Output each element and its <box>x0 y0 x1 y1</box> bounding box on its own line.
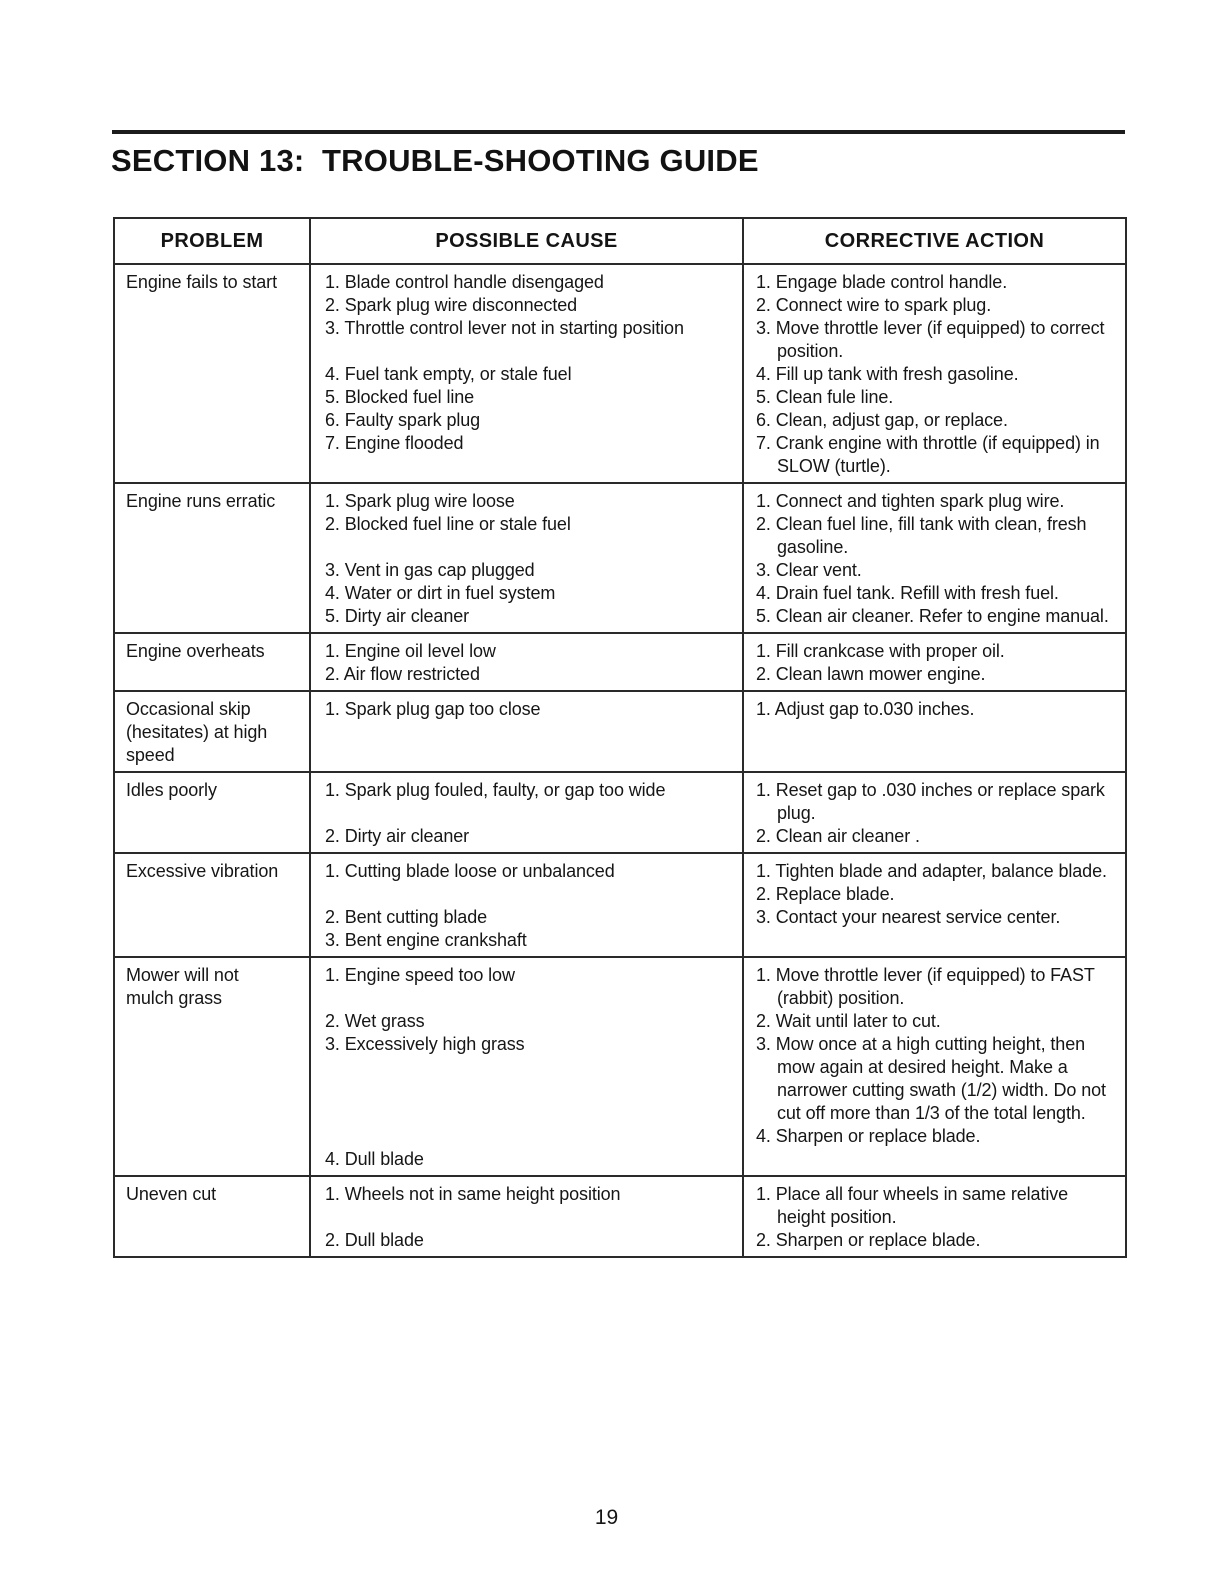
action-item: 7. Crank engine with throttle (if equipped) in SLOW (turtle). <box>756 433 1100 476</box>
action-item: 1. Reset gap to .030 inches or replace spark plug. <box>756 780 1105 823</box>
problem-cell <box>114 483 310 633</box>
cause-item: 5. Blocked fuel line <box>325 387 475 407</box>
possible-cause-cell <box>310 633 743 691</box>
column-header-problem: PROBLEM <box>114 218 310 264</box>
action-item: 4. Drain fuel tank. Refill with fresh fuel. <box>756 583 1059 603</box>
possible-cause-cell <box>310 264 743 483</box>
problem-cell <box>114 633 310 691</box>
action-item: 1. Tighten blade and adapter, balance blade. <box>756 861 1107 881</box>
troubleshooting-table <box>113 217 1127 1258</box>
cause-item: 3. Throttle control lever not in starting position <box>325 318 684 338</box>
table-row <box>114 691 1126 772</box>
problem-cell <box>114 264 310 483</box>
column-header-corrective-action: CORRECTIVE ACTION <box>743 218 1126 264</box>
cause-item: 2. Bent cutting blade <box>325 907 488 927</box>
action-item: 2. Connect wire to spark plug. <box>756 295 992 315</box>
cause-item: 2. Spark plug wire disconnected <box>325 295 578 315</box>
problem-line: (hesitates) at high <box>126 722 268 742</box>
corrective-action-cell <box>743 633 1126 691</box>
blank-line <box>325 1056 734 1079</box>
possible-cause-cell <box>310 957 743 1176</box>
blank-line <box>325 1079 734 1102</box>
possible-cause-cell <box>310 772 743 853</box>
action-item: 4. Fill up tank with fresh gasoline. <box>756 364 1019 384</box>
cause-item: 3. Bent engine crankshaft <box>325 930 527 950</box>
blank-line <box>325 1102 734 1125</box>
action-item: 5. Clean air cleaner. Refer to engine manual. <box>756 606 1109 626</box>
blank-line <box>325 883 734 906</box>
table-body <box>114 264 1126 1257</box>
corrective-action-cell <box>743 772 1126 853</box>
action-item: 4. Sharpen or replace blade. <box>756 1126 981 1146</box>
cause-item: 5. Dirty air cleaner <box>325 606 470 626</box>
action-item: 1. Adjust gap to.030 inches. <box>756 699 975 719</box>
action-item: 2. Sharpen or replace blade. <box>756 1230 981 1250</box>
corrective-action-cell <box>743 1176 1126 1257</box>
action-item: 2. Replace blade. <box>756 884 895 904</box>
action-item: 2. Wait until later to cut. <box>756 1011 941 1031</box>
possible-cause-cell <box>310 853 743 957</box>
cause-item: 1. Engine oil level low <box>325 641 496 661</box>
problem-cell <box>114 691 310 772</box>
cause-item: 6. Faulty spark plug <box>325 410 481 430</box>
cause-item: 1. Spark plug gap too close <box>325 699 541 719</box>
problem-cell <box>114 853 310 957</box>
column-header-possible-cause: POSSIBLE CAUSE <box>310 218 743 264</box>
problem-line: Uneven cut <box>126 1184 217 1204</box>
problem-cell <box>114 1176 310 1257</box>
table-row <box>114 957 1126 1176</box>
section-title: SECTION 13: TROUBLE-SHOOTING GUIDE <box>111 143 759 178</box>
action-item: 3. Mow once at a high cutting height, then mow again at desired height. Make a narrower cutting swath (1/2) width. Do not cut off more than 1/3 of the total length. <box>756 1034 1106 1123</box>
action-item: 1. Connect and tighten spark plug wire. <box>756 491 1065 511</box>
top-rule-divider <box>112 130 1125 134</box>
blank-line <box>325 340 734 363</box>
problem-line: Occasional skip <box>126 699 251 719</box>
header-row <box>114 218 1126 264</box>
problem-cell <box>114 957 310 1176</box>
table-row <box>114 1176 1126 1257</box>
action-item: 1. Fill crankcase with proper oil. <box>756 641 1005 661</box>
action-item: 2. Clean lawn mower engine. <box>756 664 986 684</box>
problem-line: speed <box>126 745 175 765</box>
cause-item: 1. Cutting blade loose or unbalanced <box>325 861 615 881</box>
blank-line <box>325 1125 734 1148</box>
blank-line <box>325 1206 734 1229</box>
blank-line <box>325 802 734 825</box>
table-row <box>114 633 1126 691</box>
problem-line: Engine overheats <box>126 641 265 661</box>
cause-item: 1. Wheels not in same height position <box>325 1184 621 1204</box>
cause-item: 1. Blade control handle disengaged <box>325 272 604 292</box>
blank-line <box>325 536 734 559</box>
action-item: 1. Place all four wheels in same relative height position. <box>756 1184 1069 1227</box>
corrective-action-cell <box>743 264 1126 483</box>
action-item: 2. Clean air cleaner . <box>756 826 920 846</box>
action-item: 5. Clean fule line. <box>756 387 894 407</box>
cause-item: 7. Engine flooded <box>325 433 464 453</box>
problem-line: Excessive vibration <box>126 861 279 881</box>
action-item: 2. Clean fuel line, fill tank with clean, fresh gasoline. <box>756 514 1087 557</box>
problem-line: mulch grass <box>126 988 222 1008</box>
cause-item: 2. Blocked fuel line or stale fuel <box>325 514 571 534</box>
problem-cell <box>114 772 310 853</box>
action-item: 1. Move throttle lever (if equipped) to FAST (rabbit) position. <box>756 965 1095 1008</box>
table-row <box>114 772 1126 853</box>
cause-item: 1. Engine speed too low <box>325 965 515 985</box>
possible-cause-cell <box>310 1176 743 1257</box>
cause-item: 1. Spark plug wire loose <box>325 491 515 511</box>
cause-item: 4. Fuel tank empty, or stale fuel <box>325 364 572 384</box>
problem-line: Idles poorly <box>126 780 217 800</box>
corrective-action-cell <box>743 483 1126 633</box>
corrective-action-cell <box>743 691 1126 772</box>
cause-item: 3. Vent in gas cap plugged <box>325 560 535 580</box>
cause-item: 4. Water or dirt in fuel system <box>325 583 556 603</box>
action-item: 6. Clean, adjust gap, or replace. <box>756 410 1008 430</box>
table-row <box>114 853 1126 957</box>
problem-line: Engine runs erratic <box>126 491 276 511</box>
possible-cause-cell <box>310 483 743 633</box>
corrective-action-cell <box>743 957 1126 1176</box>
page-number: 19 <box>594 1506 619 1529</box>
table-header-row <box>114 218 1126 264</box>
cause-item: 2. Dirty air cleaner <box>325 826 470 846</box>
action-item: 3. Move throttle lever (if equipped) to correct position. <box>756 318 1105 361</box>
problem-line: Mower will not <box>126 965 239 985</box>
blank-line <box>325 987 734 1010</box>
action-item: 3. Clear vent. <box>756 560 862 580</box>
action-item: 3. Contact your nearest service center. <box>756 907 1061 927</box>
table-row <box>114 264 1126 483</box>
action-item: 1. Engage blade control handle. <box>756 272 1008 292</box>
cause-item: 3. Excessively high grass <box>325 1034 525 1054</box>
cause-item: 2. Air flow restricted <box>325 664 480 684</box>
cause-item: 1. Spark plug fouled, faulty, or gap too wide <box>325 780 666 800</box>
cause-item: 2. Wet grass <box>325 1011 425 1031</box>
cause-item: 2. Dull blade <box>325 1230 424 1250</box>
corrective-action-cell <box>743 853 1126 957</box>
cause-item: 4. Dull blade <box>325 1149 424 1169</box>
possible-cause-cell <box>310 691 743 772</box>
problem-line: Engine fails to start <box>126 272 277 292</box>
table-row <box>114 483 1126 633</box>
